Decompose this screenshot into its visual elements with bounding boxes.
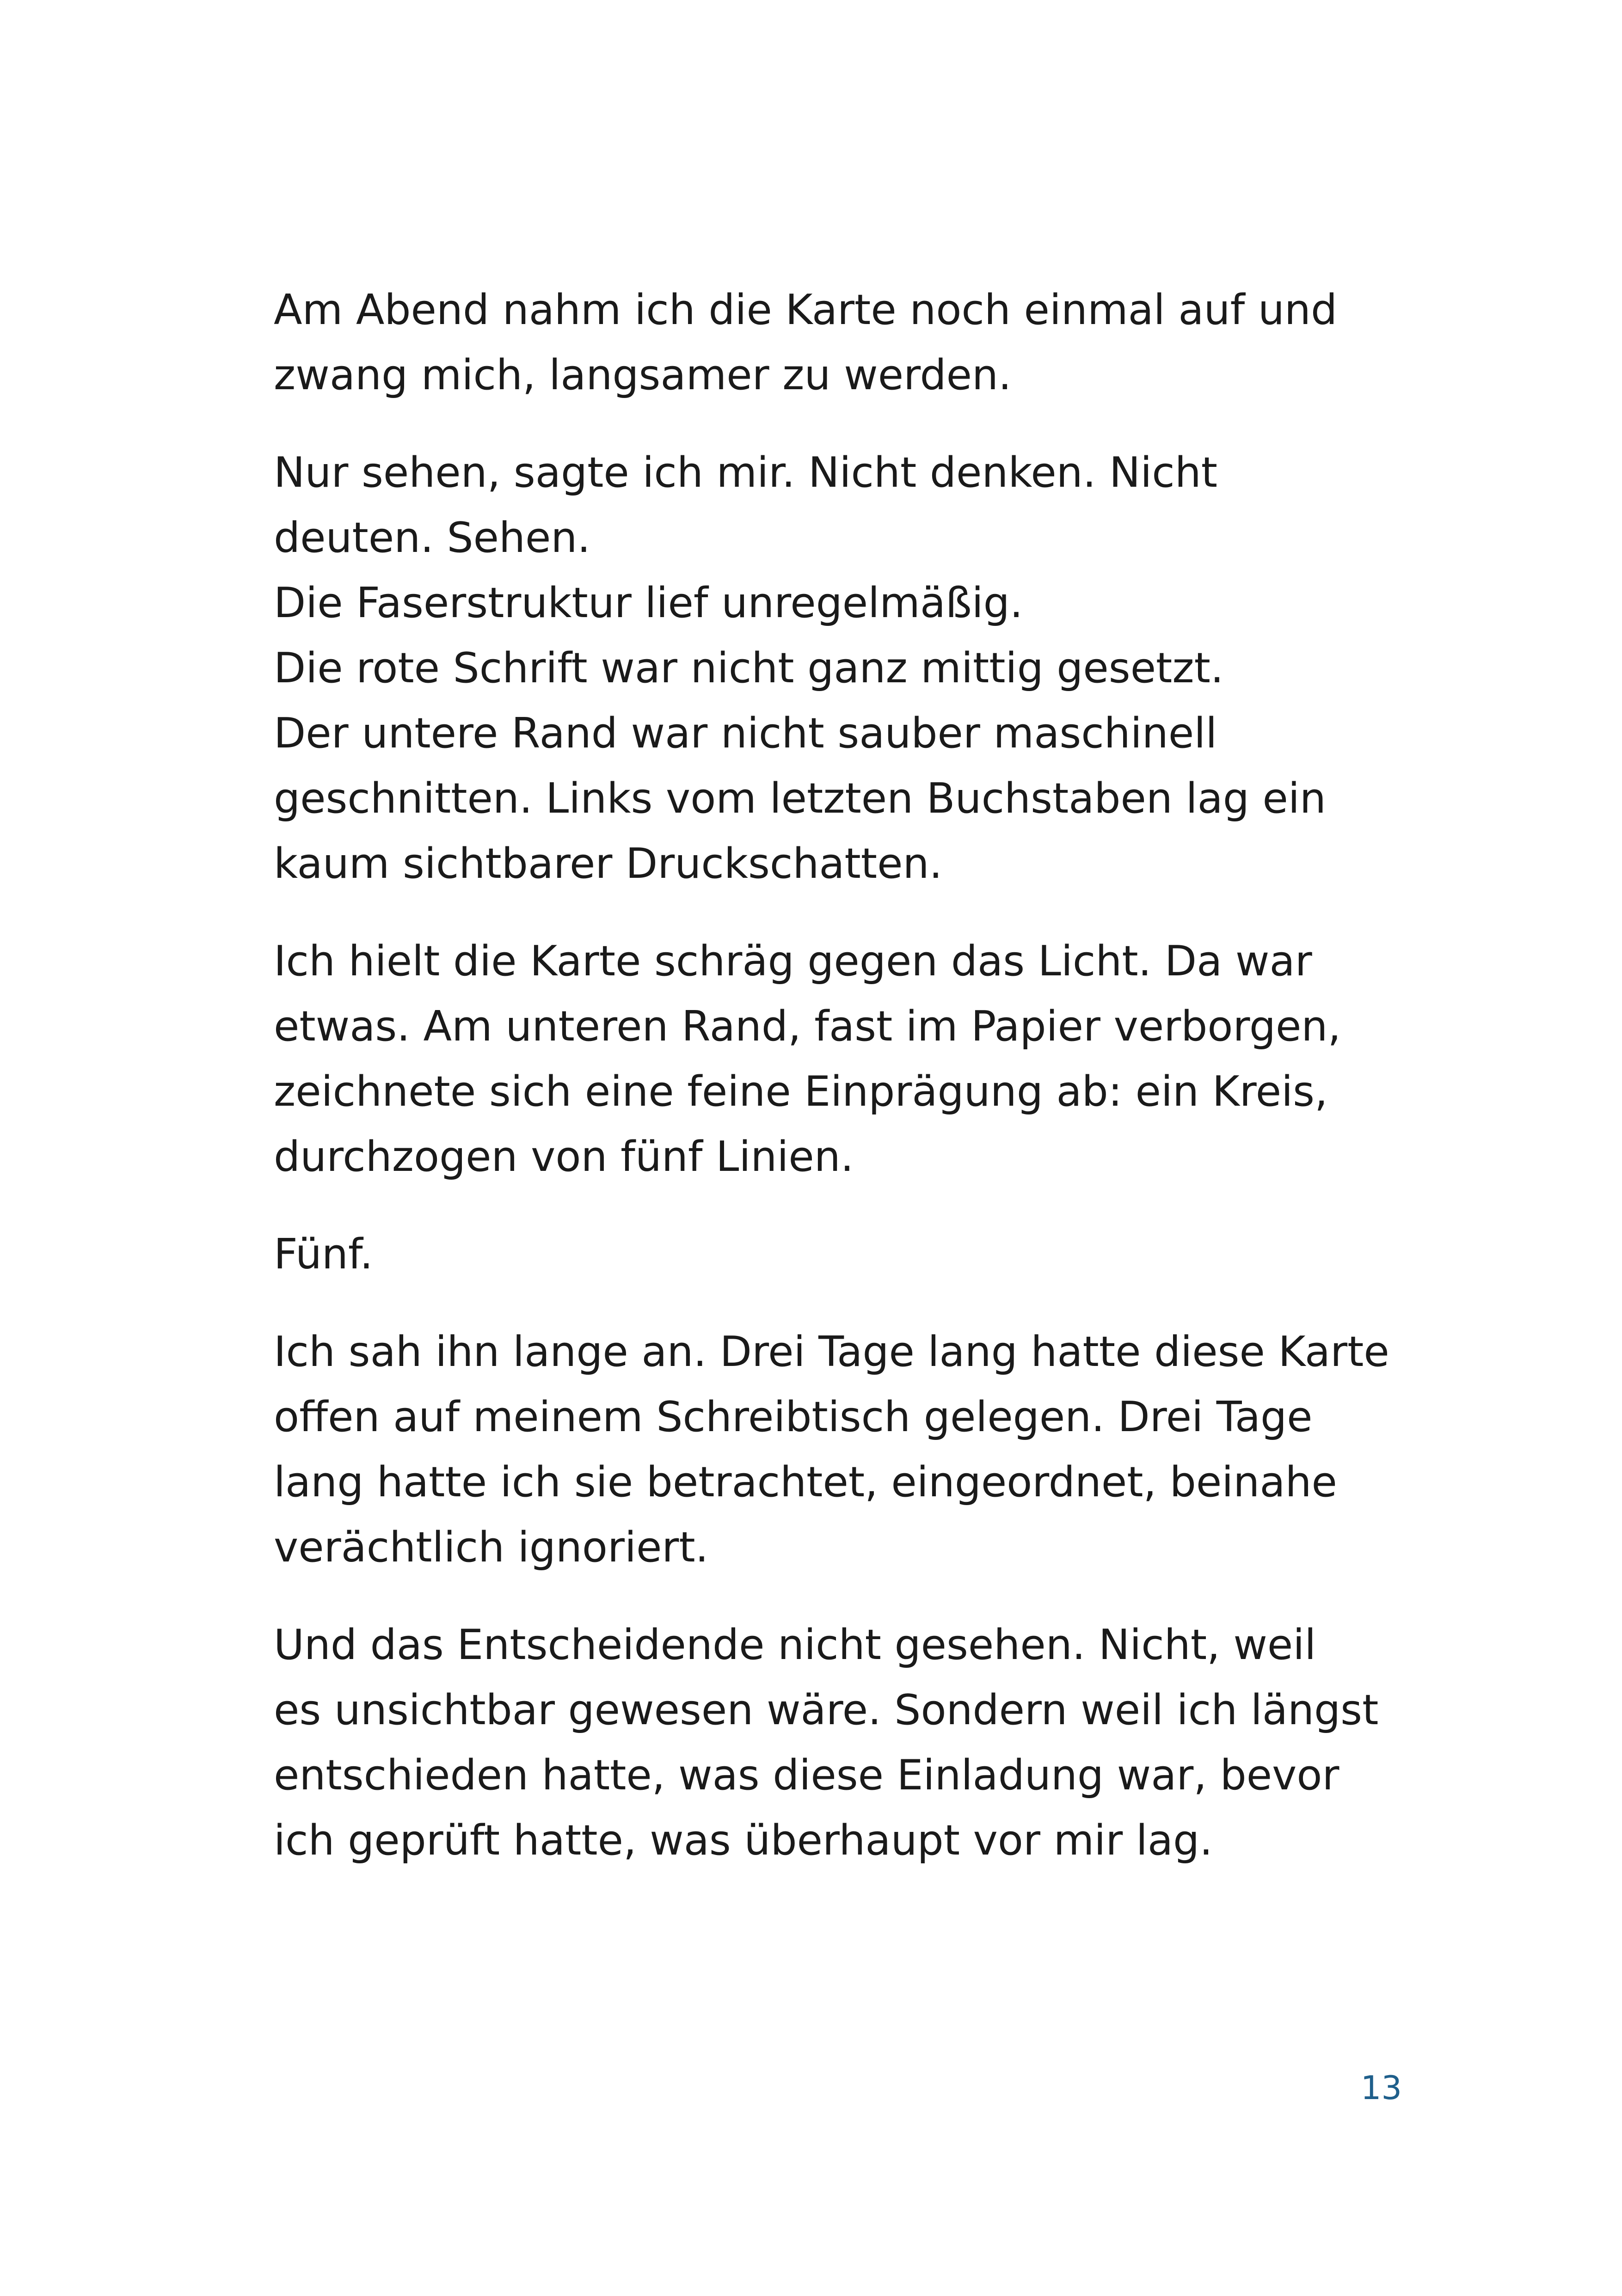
body-text: [274, 277, 1430, 1905]
paragraph-1: Am Abend nahm ich die Karte noch einmal auf und zwang mich, langsamer zu werden.: [274, 286, 1338, 399]
paragraph-4: Fünf.: [274, 1230, 373, 1279]
paragraph-6: Und das Entscheidende nicht gesehen. Nicht, weil es unsichtbar gewesen wäre. Sondern weil ich längst entschieden hatte, was diese Einladung war, bevor ich geprüft hatte, was überhaupt vor mir lag.: [274, 1621, 1379, 1865]
paragraph-5: Ich sah ihn lange an. Drei Tage lang hatte diese Karte offen auf meinem Schreibtisch gelegen. Drei Tage lang hatte ich sie betrachtet, eingeordnet, beinahe verächtlich ignoriert.: [274, 1328, 1389, 1572]
paragraph-2: Nur sehen, sagte ich mir. Nicht denken. Nicht deuten. Sehen. Die Faserstruktur lief unregelmäßig. Die rote Schrift war nicht ganz mittig gesetzt. Der untere Rand war nicht sauber maschinell geschnitten. Links vom letzten Buchstaben lag ein kaum sichtbarer Druckschatten.: [274, 448, 1326, 888]
page-number: 13: [1360, 2069, 1402, 2107]
paragraph-3: Ich hielt die Karte schräg gegen das Licht. Da war etwas. Am unteren Rand, fast im Papier verborgen, zeichnete sich eine feine Einprägung ab: ein Kreis, durchzogen von fünf Linien.: [274, 937, 1341, 1181]
